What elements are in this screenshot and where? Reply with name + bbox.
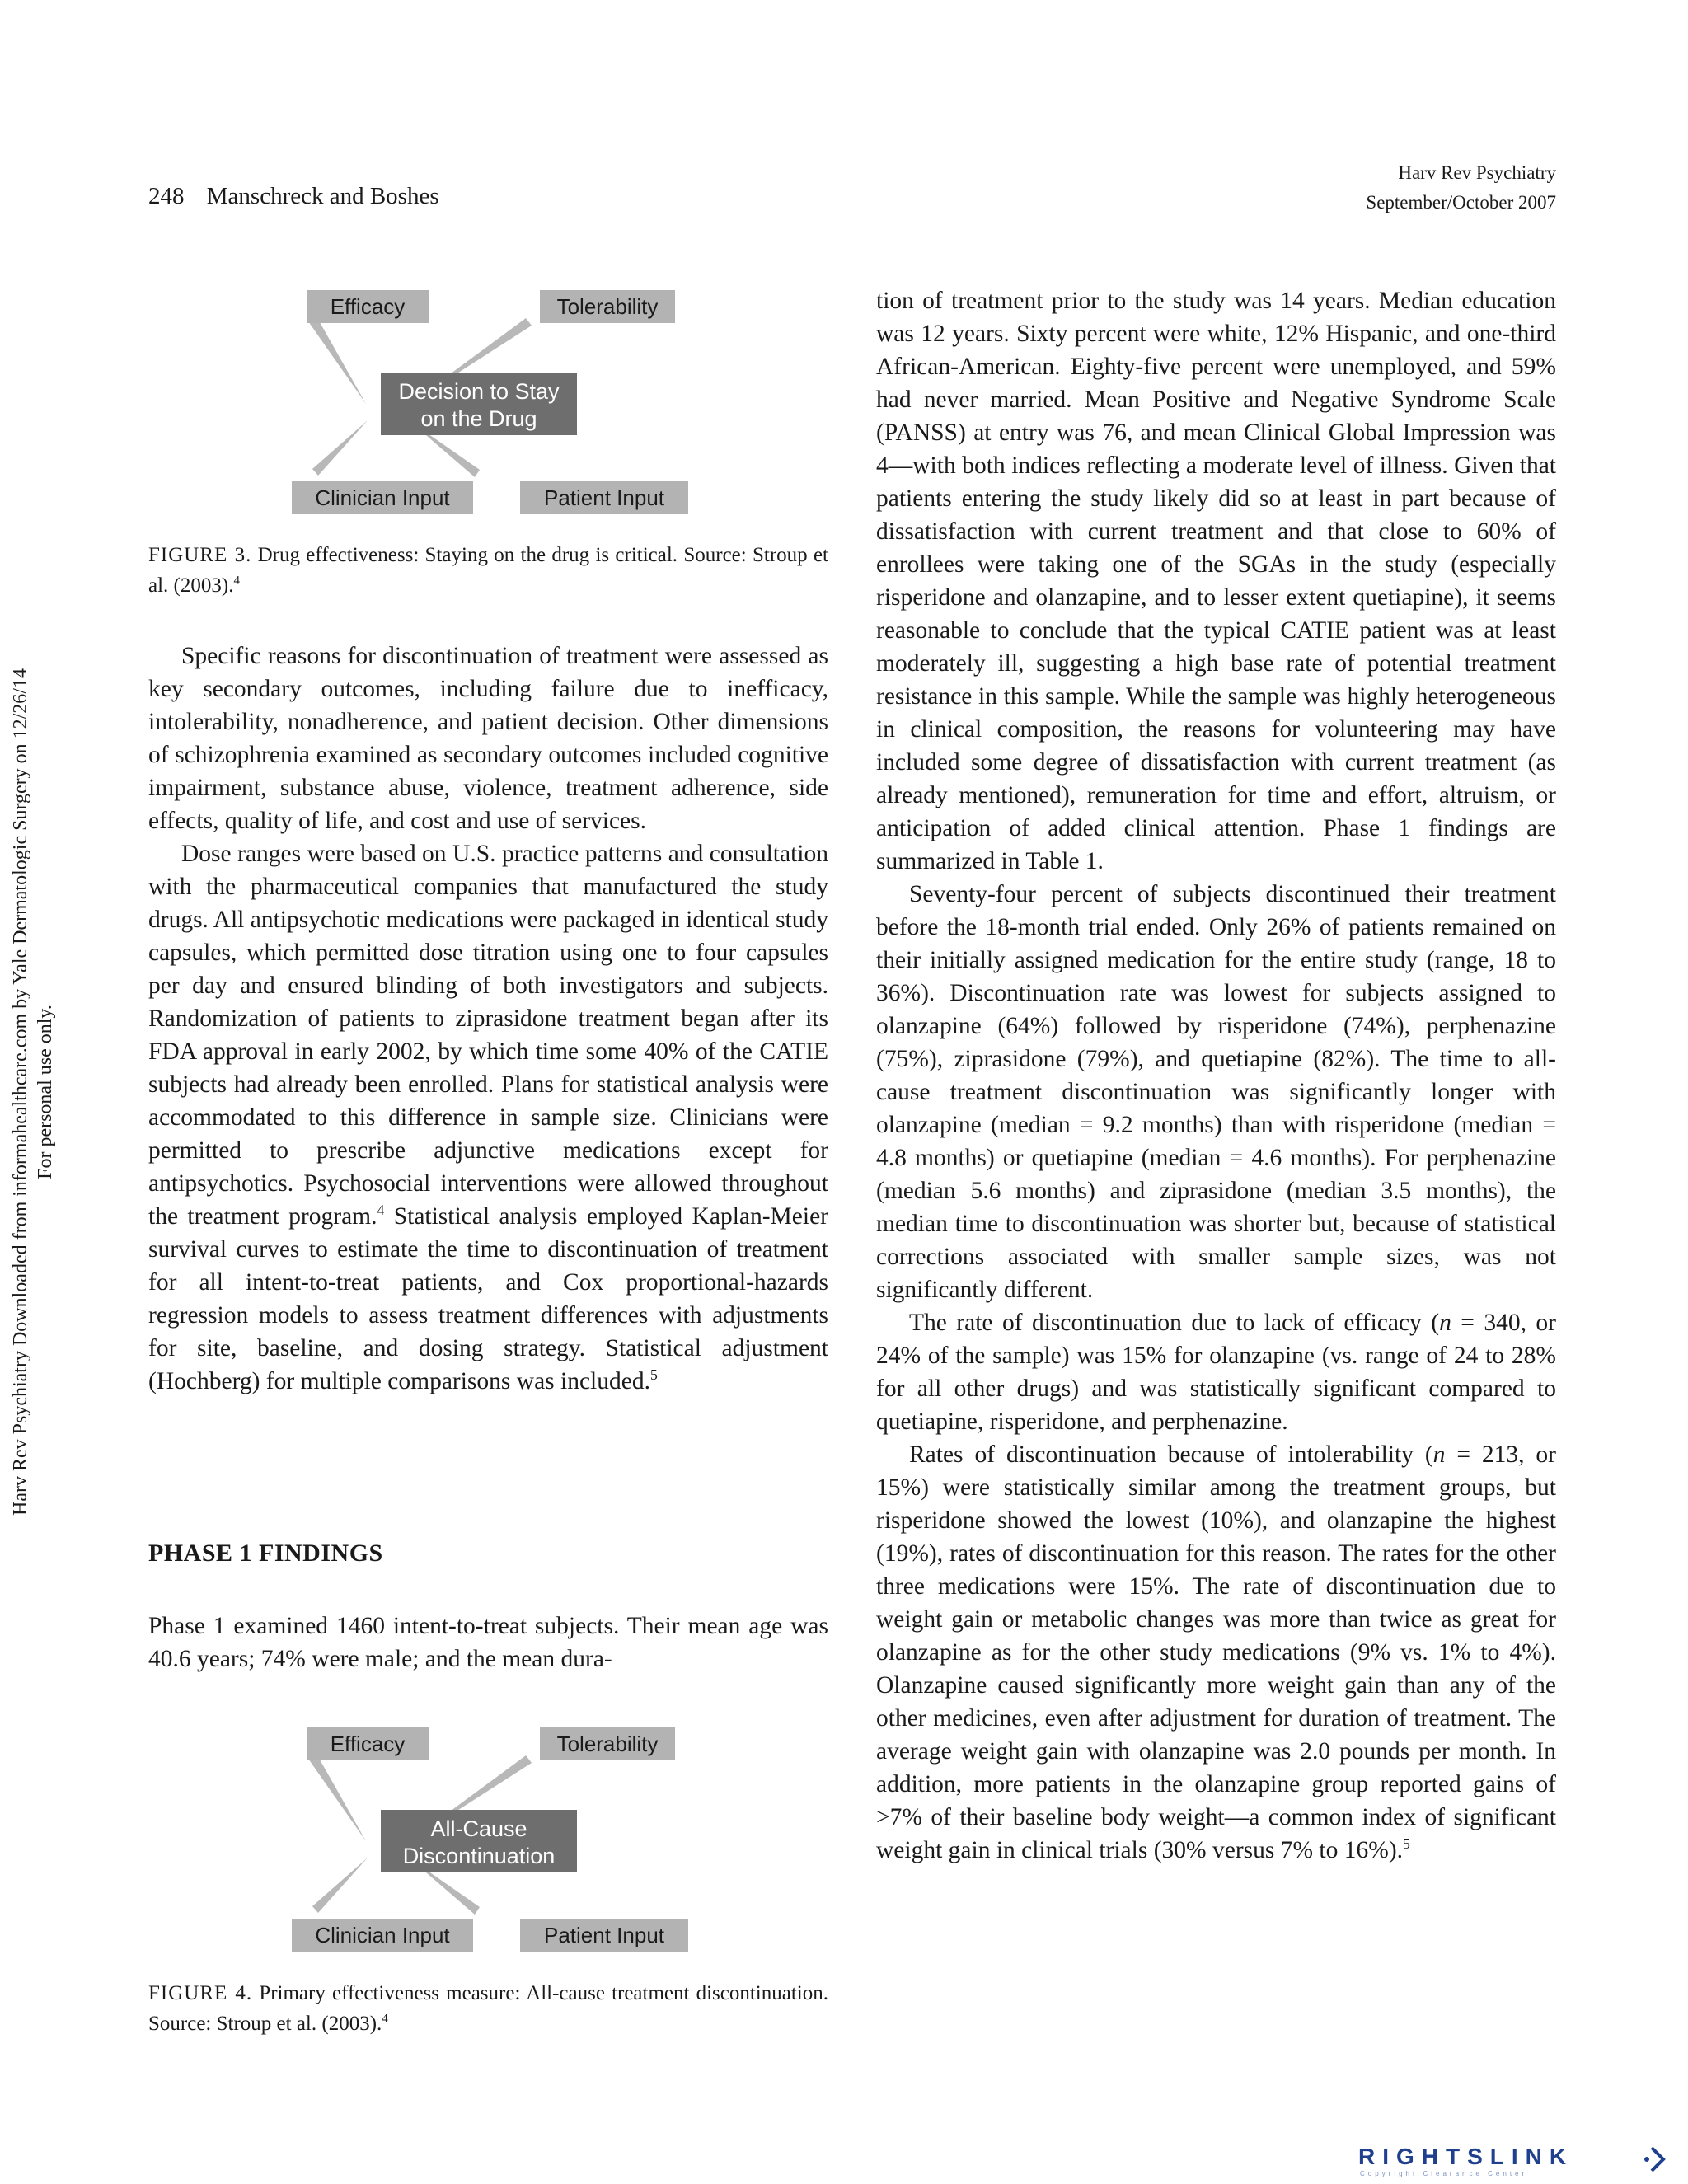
label-decision-line1: Decision to Stay bbox=[398, 379, 560, 404]
rightslink-logo bbox=[1358, 2144, 1672, 2182]
figure-4-caption bbox=[148, 1978, 828, 2039]
running-authors: Manschreck and Boshes bbox=[206, 183, 439, 209]
intolerability-text-1: Rates of discontinuation because of intolerability ( bbox=[909, 1441, 1433, 1468]
dose-ranges-text-2: Statistical analysis employed Kaplan-Meier survival curves to estimate the time to discontinuation of treatment for all intent-to-treat patients, and Cox proportional-hazards regression models to assess treatment differences with adjustments for site, baseline, and dosing strategy. Statistical adjustment (Hochberg) for multiple comparisons was included. bbox=[148, 1203, 828, 1394]
section-heading: PHASE 1 FINDINGS bbox=[148, 1540, 383, 1567]
figure-3-label: FIGURE 3. bbox=[148, 544, 252, 566]
efficacy-n: n bbox=[1439, 1310, 1451, 1336]
citation-ref-4: 4 bbox=[377, 1202, 385, 1219]
arrow-efficacy bbox=[308, 316, 366, 404]
download-notice-text bbox=[8, 668, 58, 1516]
left-column-body bbox=[148, 640, 828, 1398]
journal-name: Harv Rev Psychiatry bbox=[1398, 162, 1556, 183]
label-decision-line2: on the Drug bbox=[420, 406, 537, 431]
citation-ref-5b: 5 bbox=[1403, 1835, 1410, 1853]
label-clinician-2: Clinician Input bbox=[315, 1923, 450, 1947]
figure-4-svg bbox=[148, 1724, 828, 1955]
rightslink-tagline: Copyright Clearance Center bbox=[1360, 2170, 1528, 2177]
figure-3-caption bbox=[148, 540, 828, 601]
label-patient: Patient Input bbox=[544, 485, 664, 510]
paragraph-dose-ranges bbox=[148, 837, 828, 1398]
figure-3-diagram bbox=[148, 287, 828, 518]
figure-3-boxes bbox=[292, 290, 688, 514]
dose-ranges-text-1: Dose ranges were based on U.S. practice patterns and consultation with the pharmaceutical companies that manufactured the study drugs. All antipsychotic medications were packaged in identical study capsules, which permitted dose titration using one to four capsules per day and ensured blinding of both investigators and subjects. Randomization of patients to ziprasidone treatment began after its FDA approval in early 2002, by which time some 40% of the CATIE subjects had already been enrolled. Plans for statistical analysis were accommodated to this difference in sample size. Clinicians were permitted to prescribe adjunctive medications except for antipsychotics. Psychosocial interventions were allowed throughout the treatment program. bbox=[148, 841, 828, 1230]
paragraph-phase1-intro: Phase 1 examined 1460 intent-to-treat subjects. Their mean age was 40.6 years; 74% were male; and the mean dura- bbox=[148, 1613, 828, 1672]
paragraph-efficacy bbox=[876, 1306, 1556, 1438]
rightslink-svg bbox=[1358, 2144, 1672, 2177]
citation-ref-5: 5 bbox=[649, 1366, 658, 1384]
running-header-right bbox=[1366, 158, 1556, 218]
arrow-clinician bbox=[312, 420, 368, 476]
rightslink-dot-icon bbox=[1644, 2157, 1649, 2162]
label-efficacy: Efficacy bbox=[330, 294, 406, 319]
rightslink-wordmark: RIGHTSLINK bbox=[1358, 2144, 1574, 2169]
label-all-cause-line1: All-Cause bbox=[430, 1816, 528, 1841]
running-header-left bbox=[148, 183, 439, 210]
arrow-clinician-2 bbox=[312, 1858, 368, 1913]
figure-3-caption-ref: 4 bbox=[233, 574, 240, 588]
label-tolerability: Tolerability bbox=[556, 294, 659, 319]
paragraph-intolerability bbox=[876, 1438, 1556, 1867]
label-all-cause-line2: Discontinuation bbox=[402, 1844, 556, 1868]
paragraph-discontinuation-rates: Seventy-four percent of subjects discontinued their treatment before the 18-month trial ended. Only 26% of patients remained on their initially assigned medication for the entire study (range, 18 to 36%). Discontinuation rate was lowest for subjects assigned to olanzapine (64%) followed by risperidone (74%), perphenazine (75%), ziprasidone (79%), and quetiapine (82%). The time to all-cause treatment discontinuation was significantly longer with olanzapine (median = 9.2 months) than with risperidone (median = 4.8 months) or quetiapine (median = 4.6 months). For perphenazine (median 5.6 months) and ziprasidone (median 3.5 months), the median time to discontinuation was shorter but, because of statistical corrections associated with smaller sample sizes, was not significantly different. bbox=[876, 881, 1556, 1303]
figure-4-label: FIGURE 4. bbox=[148, 1982, 253, 2004]
label-tolerability-2: Tolerability bbox=[556, 1732, 659, 1756]
label-clinician: Clinician Input bbox=[315, 485, 450, 510]
efficacy-text-2: = 340, or 24% of the sample) was 15% for olanzapine (vs. range of 24 to 28% for all other drugs) and was statistically significant compared to quetiapine, risperidone, and perphenazine. bbox=[876, 1310, 1557, 1435]
download-notice-line1: Harv Rev Psychiatry Downloaded from informahealthcare.com by Yale Dermatologic Surgery on 12/26/14 bbox=[10, 668, 31, 1516]
figure-3-svg bbox=[148, 287, 828, 518]
paragraph-demographics: tion of treatment prior to the study was 14 years. Median education was 12 years. Sixty percent were white, 12% Hispanic, and one-third African-American. Eighty-five percent were unemployed, and 59% had never married. Mean Positive and Negative Syndrome Scale (PANSS) at entry was 76, and mean Clinical Global Impression was 4—with both indices reflecting a moderate level of illness. Given that patients entering the study likely did so at least in part because of dissatisfaction with current treatment and that close to 60% of enrollees were taking one of the SGAs in the study (especially risperidone and olanzapine, and to lesser extent quetiapine), it seems reasonable to conclude that the typical CATIE patient was at least moderately ill, suggesting a high base rate of potential treatment resistance in this sample. While the sample was highly heterogeneous in clinical composition, the reasons for volunteering may have included some degree of dissatisfaction with current treatment (as already mentioned), remuneration for time and effort, altruism, or anticipation of added clinical attention. Phase 1 findings are summarized in Table 1. bbox=[876, 288, 1556, 874]
label-efficacy-2: Efficacy bbox=[330, 1732, 406, 1756]
figure-4-caption-ref: 4 bbox=[382, 2012, 388, 2026]
page-number: 248 bbox=[148, 183, 185, 209]
figure-4-diagram bbox=[148, 1724, 828, 1955]
download-notice-line2: For personal use only. bbox=[35, 1005, 56, 1179]
figure-3-caption-text: Drug effectiveness: Staying on the drug is critical. Source: Stroup et al. (2003). bbox=[148, 544, 828, 597]
left-column-phase1 bbox=[148, 1610, 828, 1675]
intolerability-text-2: = 213, or 15%) were statistically similar among the treatment groups, but risperidone showed the lowest (10%), and olanzapine the highest (19%), rates of discontinuation for this reason. The rates for the other three medications were 15%. The rate of discontinuation due to weight gain or metabolic changes was more than twice as great for olanzapine as for the other study medications (9% vs. 1% to 4%). Olanzapine caused significantly more weight gain than any of the other medicines, even after adjustment for duration of treatment. The average weight gain with olanzapine was 2.0 pounds per month. In addition, more patients in the olanzapine group reported gains of >7% of their baseline body weight—a common index of significant weight gain in clinical trials (30% versus 7% to 16%). bbox=[876, 1441, 1556, 1863]
rightslink-chevron-icon bbox=[1652, 2148, 1663, 2171]
intolerability-n: n bbox=[1432, 1441, 1446, 1468]
arrow-efficacy-2 bbox=[308, 1754, 366, 1841]
label-patient-2: Patient Input bbox=[544, 1923, 664, 1947]
efficacy-text-1: The rate of discontinuation due to lack of efficacy ( bbox=[909, 1310, 1440, 1336]
paragraph-discontinuation-reasons: Specific reasons for discontinuation of treatment were assessed as key secondary outcomes, including failure due to inefficacy, intolerability, nonadherence, and patient decision. Other dimensions of schizophrenia examined as secondary outcomes included cognitive impairment, substance abuse, violence, treatment adherence, side effects, quality of life, and cost and use of services. bbox=[148, 643, 828, 834]
issue-date: September/October 2007 bbox=[1366, 192, 1556, 213]
figure-4-boxes bbox=[292, 1727, 688, 1952]
right-column-body bbox=[876, 284, 1556, 1867]
figure-4-caption-text: Primary effectiveness measure: All-cause treatment discontinuation. Source: Stroup et al. (2003). bbox=[148, 1982, 828, 2035]
